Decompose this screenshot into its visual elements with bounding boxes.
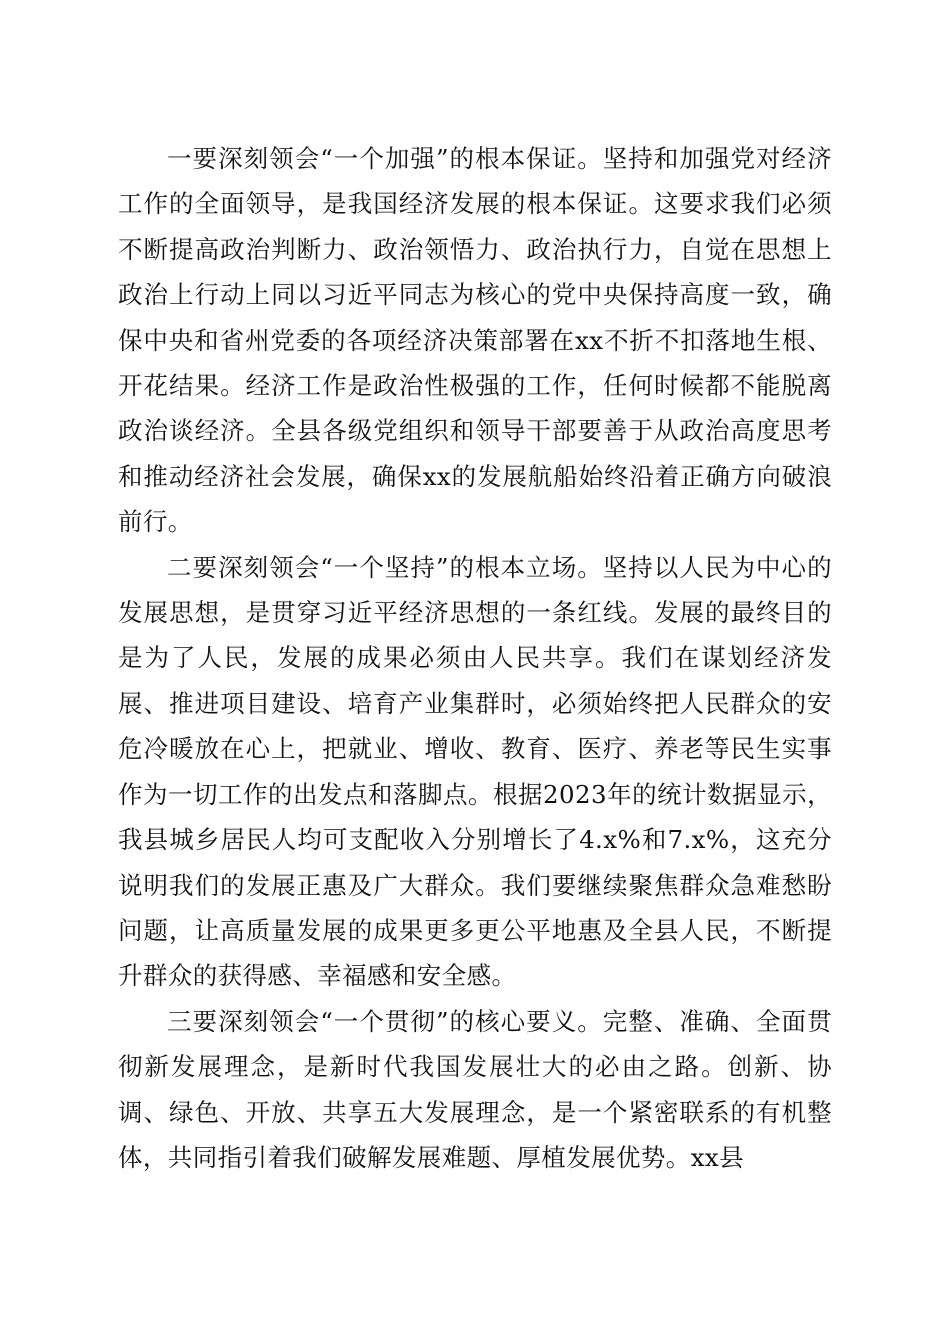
document-body (118, 136, 832, 1180)
paragraph-2: 二要深刻领会“一个坚持”的根本立场。坚持以人民为中心的发展思想，是贯穿习近平经济思想的一条红线。发展的最终目的是为了人民，发展的成果必须由人民共享。我们在谋划经济发展、推进项目建设、培育产业集群时，必须始终把人民群众的安危冷暖放在心上，把就业、增收、教育、医疗、养老等民生实事作为一切工作的出发点和落脚点。根据2023年的统计数据显示，我县城乡居民人均可支配收入分别增长了4.x%和7.x%，这充分说明我们的发展正惠及广大群众。我们要继续聚焦群众急难愁盼问题，让高质量发展的成果更多更公平地惠及全县人民，不断提升群众的获得感、幸福感和安全感。 (118, 552, 832, 991)
paragraph-1: 一要深刻领会“一个加强”的根本保证。坚持和加强党对经济工作的全面领导，是我国经济发展的根本保证。这要求我们必须不断提高政治判断力、政治领悟力、政治执行力，自觉在思想上政治上行动上同以习近平同志为核心的党中央保持高度一致，确保中央和省州党委的各项经济决策部署在xx不折不扣落地生根、开花结果。经济工作是政治性极强的工作，任何时候都不能脱离政治谈经济。全县各级党组织和领导干部要善于从政治高度思考和推动经济社会发展，确保xx的发展航船始终沿着正确方向破浪前行。 (118, 144, 832, 537)
paragraph-3: 三要深刻领会“一个贯彻”的核心要义。完整、准确、全面贯彻新发展理念，是新时代我国发展壮大的必由之路。创新、协调、绿色、开放、共享五大发展理念，是一个紧密联系的有机整体，共同指引着我们破解发展难题、厚植发展优势。xx县 (118, 1006, 832, 1172)
